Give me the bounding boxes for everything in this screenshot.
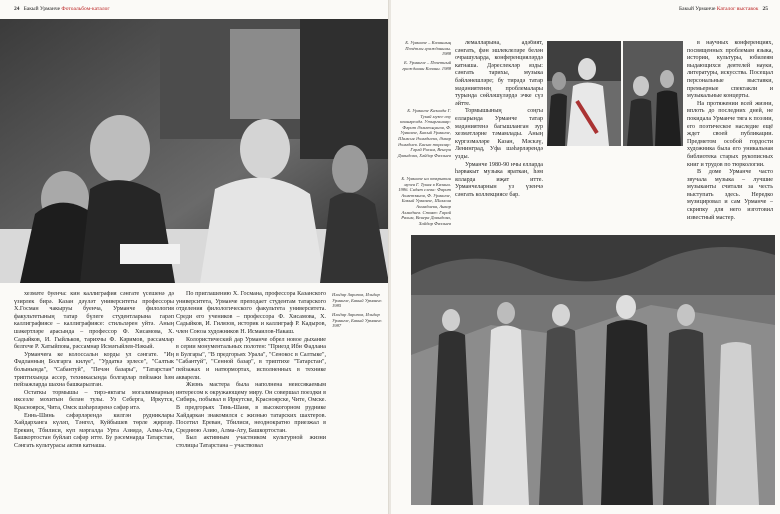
right-running-head xyxy=(679,6,768,12)
paragraph: Еннь-Шинь сәфәрләрендә килгән рудниклары Хайдарханга күләп, Тәнгел, Куйбышев төрле җирләр. Ерекин, Тбилиси, күп мәргалда Урта Азиядә, Алма-Ата, Башкортостан буйлап сәфәр итте. Бу рәсемнарда Татарстан, Сәнгать культурасы актив катнаша. xyxy=(14,412,174,449)
text-column-russian xyxy=(176,291,326,509)
text-column-russian xyxy=(687,40,773,230)
running-head-subtitle: Фотоальбом-каталог xyxy=(61,6,110,12)
caption-award-russian: Б. Урманче – Почетный гражданин Казани. 1988 xyxy=(402,60,451,71)
paragraph: Жизнь мастера была наполнена неиссякаемым интересом к окружающему миру. Он совершал поездки в Сибирь, побывал в Иркутске, Красноярске, Чите, Омске. В предгорьях Тянь-Шаня, в высокогорном руднике Хайдаркан знакомился с жизнью татарских шахтеров. Посетил Ереван, Тбилиси, неоднократно приезжал в Среднюю Азию, Алма-Ату, Башкортостан. xyxy=(176,382,326,434)
left-page xyxy=(0,0,389,514)
photo-caption-tatar: Ильдар Зарипов, Ильдар Урманче, Бакый Урманче. 1985 xyxy=(332,292,383,309)
caption-award-tatar: Б. Урманче – Казанның Почётлы гражданины. 1988 xyxy=(405,40,451,57)
text-column-tatar xyxy=(14,291,174,509)
photo-award-ceremony xyxy=(547,41,621,146)
paragraph: лемалларына, адәбият, сәнгать, фән эшлеклеләре белән очрашуларда, конференцияләрдә катнаша. Дәреслекләр язды: сәнгать тарихы, музыка бәйләнешләре; бу тирәдә татар мәдәниятенең проблемалары турында сөйләшүләрдә эчке сүз әйтте. xyxy=(455,40,543,107)
paragraph: Колористический дар Урманче обрел новое дыхание в серии монументальных полотен: "Приезд Ибн Фадлана в Булгары", "В предгорьях Урала", "Сенокос в Салтыке", "Сабантуй", "Сенной базар", в триптихе "Татарстан", пейзажах и натюрмортах, исполненных в технике акварели. xyxy=(176,336,326,381)
main-photo-group-portrait xyxy=(0,19,389,283)
paragraph: По приглашению Х. Госмана, профессора Казанского университета, Урманче преподает студентам татарского отделения филологического факультета университета. Среди его учеников – профессора Ф. Хисамова, Х. Садыйков, И. Гилязов, историк и каллиграф Р. Кадыров, член Союза художников Н. Исмаилов-Накаш. xyxy=(176,291,326,335)
running-head-subtitle: Каталог выставок xyxy=(716,6,759,12)
paragraph: Был активным участником культурной жизни столицы Татарстана – участвовал xyxy=(176,435,326,449)
left-running-head xyxy=(14,6,110,12)
photo-caption-russian: Ильдар Зарипов, Ильдар Урманче, Бакый Урманче. 1987 xyxy=(332,312,383,329)
page-number: 24 xyxy=(14,6,20,12)
page-number: 25 xyxy=(762,6,768,12)
paragraph: На протяжении всей жизни, вплоть до последних дней, не покидала Урманче тяга к поэзии, его поэтическое наследие ещё ждет своей публикации. Предметом особой гордости художника была его уникальная библиотека старых рукописных книг и трудов по тюркологии. xyxy=(687,100,773,168)
paragraph: Остаткы тормышы – тирэ-яктагы могалимнарның иксезле мохитын белән тулы. Уз Себерга, Иркутск, Красноярск, Чита, Омск шәһәрләренә сәфәр итә. xyxy=(14,389,174,411)
running-head-title: Бакый Урманче xyxy=(678,6,716,12)
paragraph: хезмәте буенча: кин каллиграфия сәнгате үсешенә дә үзирлек бирә. Казан дәүләт университеты профессоры Х.Госман чакыруы буенча, Урманче филология факультетының татар бүлеге студентларына гарәп каллиграфиясе – каллиграфиясе: стильләрен уйтә. Аның шәкертләре арасында – профессор Ф. Хисамова, Х. Садыйков, И. Гыйльков, тарихчы Ф. Кәримов, рәссамлар белгече Р. Хатыйпова, рәссамнар Исмәгыйлев-Нәкый. xyxy=(14,291,174,351)
paragraph: В доме Урманче часто звучала музыка – лучшие музыканты считали за честь выступать здесь. Нередко музицировал и сам Урманче – скрипку для него изготовил известный мастер. xyxy=(687,169,773,221)
photo-group-outdoor xyxy=(411,235,775,505)
paragraph: Тормышының соңгы елларында Урманче татар мәдәниятенә багышланган зур хезмәтләрне тәмамлады. Аның күргәзмәләре Казан, Мәскәү, Ленинград, Уфа шәһәрләрендә узды. xyxy=(455,108,543,160)
caption-museum-russian: Б. Урманче на открытии музея Г. Тукая в Казани. 1986. Сидят слева: Фарит Ахметзянов, Ф. Урманче, Бакый Урманче, Шамсия Ахмадиева, Анвар Ахмадиев. Стоят: Гарай Рахим, Венера Давыдова, Хайдар Фазлыев xyxy=(398,176,451,226)
paragraph: в научных конференциях, посвященных проблемам языка, истории, культуры, юбилеям выдающихся деятелей науки, литературы, искусства. Посещал персональные выставки, премьерные спектакли и музыкальные концерты. xyxy=(687,40,773,100)
paragraph: Урманче 1980-90 нчы елларда һәрвакыт музыка яраткан, һәм ялларда иҗат итте. Урманчеларнын уз үзенчә сәнгать коллекциясе бар. xyxy=(455,161,543,198)
paragraph: Урманчеға ке колоссальн корды ул сәнгате. "Иң Фадланның Болгарга килүе", "Урдаткә эрлесе", "Салтык болынында", "Сабантуй", "Печән базары", "Татарстан" триптихында ассер, техникасында болгарлар пейзажи һәм пейзажларда шахна башкарылган. xyxy=(14,351,174,389)
running-head-title: Бакый Урманче xyxy=(23,6,61,12)
text-column-tatar xyxy=(455,40,543,230)
right-page xyxy=(391,0,780,514)
caption-museum-tatar: Б. Урманче Казанда Г. Тукай музее ачу көннәрендә. Утырганнар: Фәрит Әхмәтҗанов, Ф. Урманче, Бакый Урманче, Шамсия Әхмәдиева, Әнвәр Әхмәдиев. Басып торалар: Гәрәй Рәхим, Венера Давыдова, Хәйдәр Фазлыев xyxy=(397,108,451,158)
photo-audience xyxy=(623,41,683,146)
